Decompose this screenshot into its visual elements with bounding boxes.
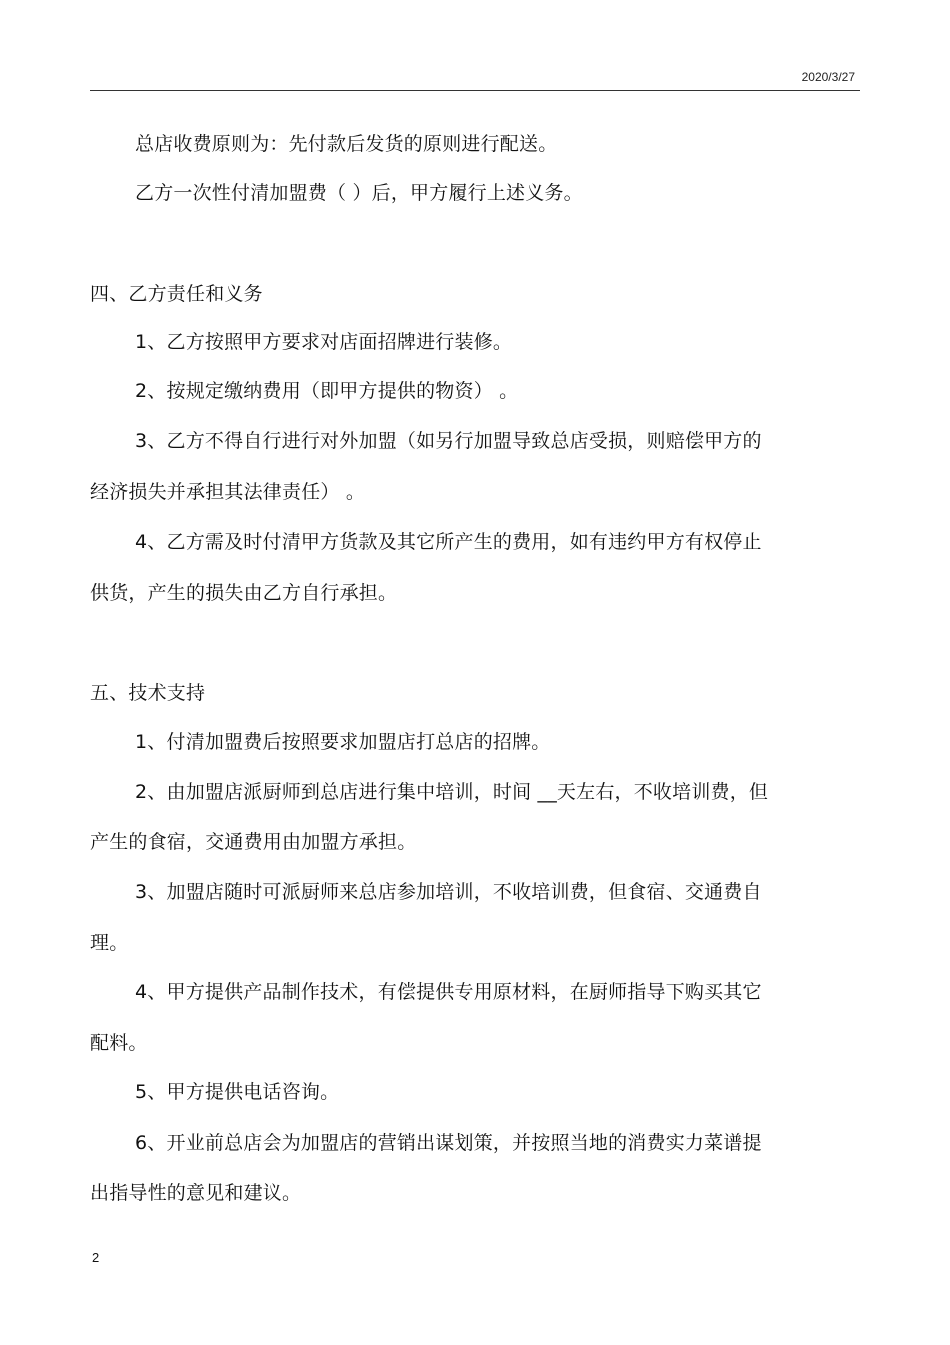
header-rule xyxy=(90,90,860,91)
section-heading: 四、乙方责任和义务 xyxy=(90,283,263,305)
paragraph-line: 4、甲方提供产品制作技术，有偿提供专用原材料，在厨师指导下购买其它 xyxy=(135,981,762,1003)
paragraph-line: 6、开业前总店会为加盟店的营销出谋划策，并按照当地的消费实力菜谱提 xyxy=(135,1132,762,1154)
paragraph-line: 产生的食宿，交通费用由加盟方承担。 xyxy=(90,831,417,853)
paragraph-line: 3、加盟店随时可派厨师来总店参加培训，不收培训费，但食宿、交通费自 xyxy=(135,881,762,903)
page-number: 2 xyxy=(92,1250,100,1265)
paragraph-line: 总店收费原则为：先付款后发货的原则进行配送。 xyxy=(135,133,558,155)
paragraph-line: 配料。 xyxy=(90,1032,148,1054)
header-date: 2020/3/27 xyxy=(801,70,855,84)
paragraph-line: 乙方一次性付清加盟费（ ）后，甲方履行上述义务。 xyxy=(135,182,583,204)
paragraph-line: 供货，产生的损失由乙方自行承担。 xyxy=(90,582,398,604)
paragraph-line: 2、按规定缴纳费用（即甲方提供的物资） 。 xyxy=(135,380,519,402)
paragraph-line: 3、乙方不得自行进行对外加盟（如另行加盟导致总店受损，则赔偿甲方的 xyxy=(135,430,762,452)
paragraph-line: 出指导性的意见和建议。 xyxy=(90,1182,302,1204)
paragraph-line: 经济损失并承担其法律责任） 。 xyxy=(90,481,366,503)
paragraph-line: 理。 xyxy=(90,932,129,954)
paragraph-line: 1、付清加盟费后按照要求加盟店打总店的招牌。 xyxy=(135,731,551,753)
paragraph-line: 2、由加盟店派厨师到总店进行集中培训，时间 __天左右，不收培训费，但 xyxy=(135,781,769,803)
paragraph-line: 5、甲方提供电话咨询。 xyxy=(135,1081,340,1103)
section-heading: 五、技术支持 xyxy=(90,682,206,704)
paragraph-line: 4、乙方需及时付清甲方货款及其它所产生的费用，如有违约甲方有权停止 xyxy=(135,531,762,553)
paragraph-line: 1、乙方按照甲方要求对店面招牌进行装修。 xyxy=(135,331,513,353)
